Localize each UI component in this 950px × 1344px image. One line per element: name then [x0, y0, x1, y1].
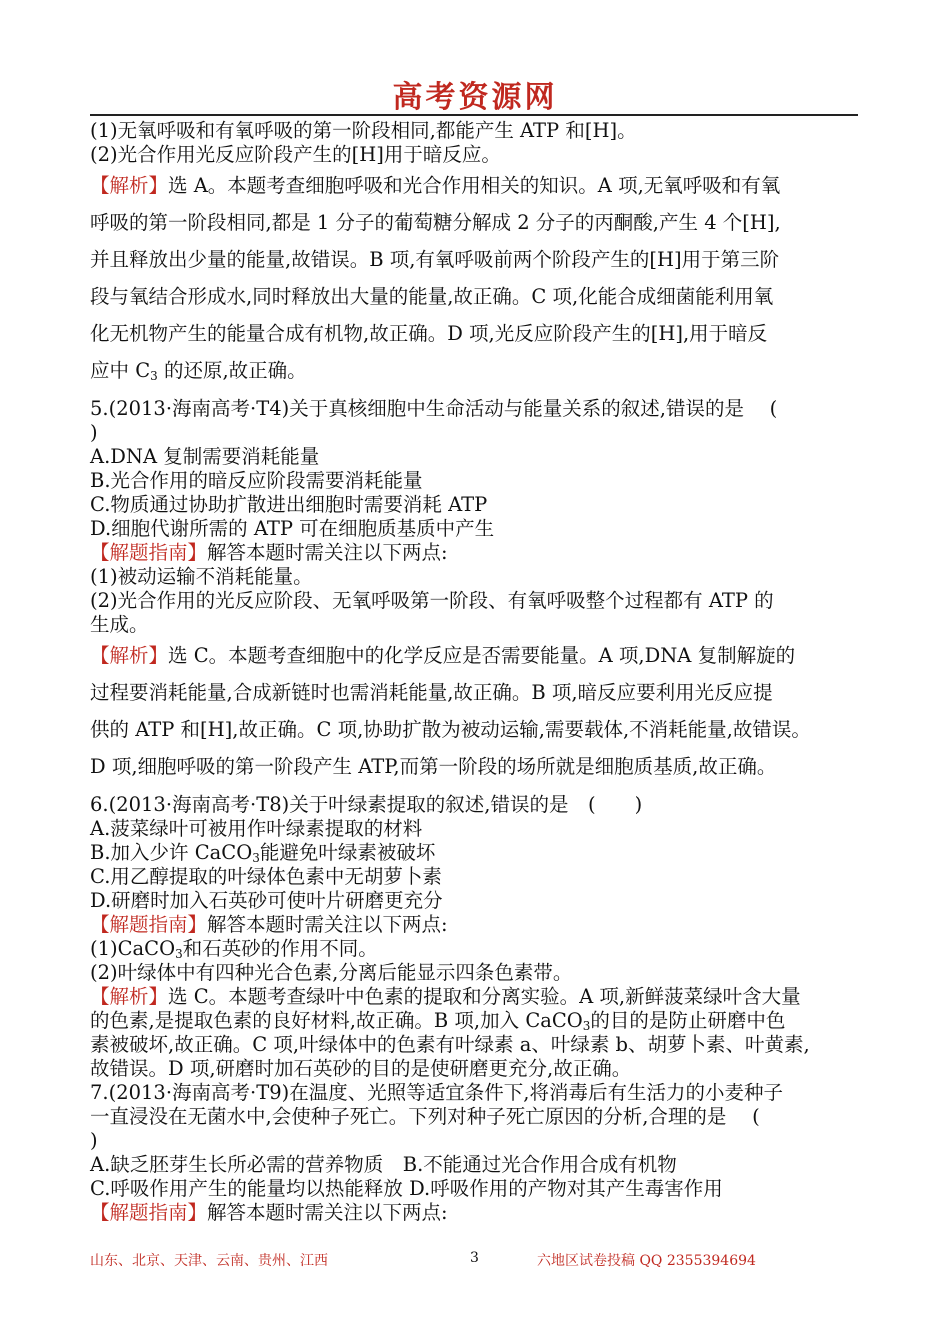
text-line [90, 167, 862, 204]
text-segment: 化无机物产生的能量合成有机物,故正确。D 项,光反应阶段产生的[H],用于暗反 [90, 322, 768, 345]
text-line [90, 421, 862, 445]
site-header-title: 高考资源网 [392, 80, 558, 115]
text-segment: 的色素,是提取色素的良好材料,故正确。B 项,加入 CaCO [90, 1009, 583, 1032]
text-segment: D.研磨时加入石英砂可使叶片研磨更充分 [90, 889, 443, 912]
text-segment: D.细胞代谢所需的 ATP 可在细胞质基质中产生 [90, 517, 495, 540]
subscript: 3 [252, 851, 260, 865]
text-line [90, 865, 862, 889]
text-segment: (1)无氧呼吸和有氧呼吸的第一阶段相同,都能产生 ATP 和[H]。 [90, 119, 637, 142]
text-segment: 7.(2013·海南高考·T9)在温度、光照等适宜条件下,将消毒后有生活力的小麦种子 [90, 1081, 783, 1104]
text-line [90, 241, 862, 278]
text-segment: D 项,细胞呼吸的第一阶段产生 ATP,而第一阶段的场所就是细胞质基质,故正确。 [90, 755, 777, 778]
text-line [90, 397, 862, 421]
text-line [90, 961, 862, 985]
text-segment: ) [90, 1129, 98, 1152]
text-line [90, 841, 862, 865]
text-line [90, 937, 862, 961]
text-segment: 6.(2013·海南高考·T8)关于叶绿素提取的叙述,错误的是 ( ) [90, 793, 643, 816]
text-segment: B.光合作用的暗反应阶段需要消耗能量 [90, 469, 423, 492]
text-segment: 过程要消耗能量,合成新链时也需消耗能量,故正确。B 项,暗反应要利用光反应提 [90, 681, 773, 704]
text-segment: (1)CaCO [90, 937, 176, 960]
text-line [90, 674, 862, 711]
text-segment: 应中 C [90, 359, 151, 382]
text-line [90, 565, 862, 589]
text-segment: 解答本题时需关注以下两点: [207, 541, 448, 564]
text-segment: 5.(2013·海南高考·T4)关于真核细胞中生命活动与能量关系的叙述,错误的是 ( [90, 397, 778, 420]
text-segment: 选 C。本题考查细胞中的化学反应是否需要能量。A 项,DNA 复制解旋的 [168, 644, 796, 667]
text-segment: 段与氧结合形成水,同时释放出大量的能量,故正确。C 项,化能合成细菌能利用氧 [90, 285, 774, 308]
text-line [90, 1033, 862, 1057]
text-line [90, 204, 862, 241]
text-line [90, 517, 862, 541]
text-line [90, 352, 862, 389]
text-line [90, 1129, 862, 1153]
footer-contact: 六地区试卷投稿 QQ 2355394694 [537, 1253, 756, 1269]
spacer [90, 785, 862, 793]
text-segment: 解答本题时需关注以下两点: [207, 1201, 448, 1224]
text-segment: 并且释放出少量的能量,故错误。B 项,有氧呼吸前两个阶段产生的[H]用于第三阶 [90, 248, 780, 271]
text-segment: 选 C。本题考查绿叶中色素的提取和分离实验。A 项,新鲜菠菜绿叶含大量 [168, 985, 801, 1008]
header-divider [90, 114, 858, 116]
text-segment: A.缺乏胚芽生长所必需的营养物质 B.不能通过光合作用合成有机物 [90, 1153, 677, 1176]
text-line [90, 793, 862, 817]
text-segment: C.呼吸作用产生的能量均以热能释放 D.呼吸作用的产物对其产生毒害作用 [90, 1177, 723, 1200]
text-segment: (2)叶绿体中有四种光合色素,分离后能显示四条色素带。 [90, 961, 573, 984]
text-segment: 解答本题时需关注以下两点: [207, 913, 448, 936]
text-line [90, 143, 862, 167]
text-segment: 选 A。本题考查细胞呼吸和光合作用相关的知识。A 项,无氧呼吸和有氧 [168, 174, 781, 197]
text-segment: 一直浸没在无菌水中,会使种子死亡。下列对种子死亡原因的分析,合理的是 ( [90, 1105, 760, 1128]
text-segment: (1)被动运输不消耗能量。 [90, 565, 313, 588]
text-line [90, 1153, 862, 1177]
text-segment: C.用乙醇提取的叶绿体色素中无胡萝卜素 [90, 865, 442, 888]
subscript: 3 [175, 947, 183, 961]
text-segment: 生成。 [90, 613, 149, 636]
text-line [90, 1057, 862, 1081]
section-tag: 【解题指南】 [90, 1201, 208, 1224]
section-tag: 【解题指南】 [90, 913, 208, 936]
section-tag: 【解析】 [90, 985, 169, 1008]
subscript: 3 [150, 369, 158, 383]
text-line [90, 445, 862, 469]
text-line [90, 1081, 862, 1105]
text-segment: 呼吸的第一阶段相同,都是 1 分子的葡萄糖分解成 2 分子的丙酮酸,产生 4 个[H], [90, 211, 781, 234]
text-line [90, 1177, 862, 1201]
text-line [90, 748, 862, 785]
text-line [90, 711, 862, 748]
subscript: 3 [582, 1019, 591, 1033]
section-tag: 【解析】 [90, 174, 169, 197]
text-line [90, 637, 862, 674]
text-segment: A.菠菜绿叶可被用作叶绿素提取的材料 [90, 817, 423, 840]
document-body [90, 119, 862, 1225]
spacer [90, 389, 862, 397]
text-line [90, 278, 862, 315]
text-segment: 供的 ATP 和[H],故正确。C 项,协助扩散为被动运输,需要载体,不消耗能量,故错误。 [90, 718, 811, 741]
text-segment: 的目的是防止研磨中色 [590, 1009, 786, 1032]
text-segment: A.DNA 复制需要消耗能量 [90, 445, 320, 468]
text-line [90, 1105, 862, 1129]
text-line [90, 1201, 862, 1225]
footer-regions: 山东、北京、天津、云南、贵州、江西 [90, 1253, 328, 1269]
text-segment: (2)光合作用光反应阶段产生的[H]用于暗反应。 [90, 143, 501, 166]
text-line [90, 469, 862, 493]
text-line [90, 985, 862, 1009]
text-line [90, 493, 862, 517]
text-segment: 素被破坏,故正确。C 项,叶绿体中的色素有叶绿素 a、叶绿素 b、胡萝卜素、叶黄素, [90, 1033, 810, 1056]
text-line [90, 889, 862, 913]
page-number: 3 [470, 1250, 479, 1266]
text-segment: 和石英砂的作用不同。 [182, 937, 378, 960]
text-line [90, 541, 862, 565]
text-line [90, 817, 862, 841]
section-tag: 【解题指南】 [90, 541, 208, 564]
text-line [90, 315, 862, 352]
text-segment: (2)光合作用的光反应阶段、无氧呼吸第一阶段、有氧呼吸整个过程都有 ATP 的 [90, 589, 774, 612]
text-segment: C.物质通过协助扩散进出细胞时需要消耗 ATP [90, 493, 488, 516]
text-segment: 能避免叶绿素被破坏 [259, 841, 436, 864]
text-line [90, 589, 862, 613]
text-line [90, 613, 862, 637]
text-line [90, 1009, 862, 1033]
text-line [90, 119, 862, 143]
text-segment: ) [90, 421, 98, 444]
text-segment: 故错误。D 项,研磨时加石英砂的目的是使研磨更充分,故正确。 [90, 1057, 632, 1080]
text-segment: B.加入少许 CaCO [90, 841, 253, 864]
text-line [90, 913, 862, 937]
section-tag: 【解析】 [90, 644, 169, 667]
text-segment: 的还原,故正确。 [157, 359, 307, 382]
